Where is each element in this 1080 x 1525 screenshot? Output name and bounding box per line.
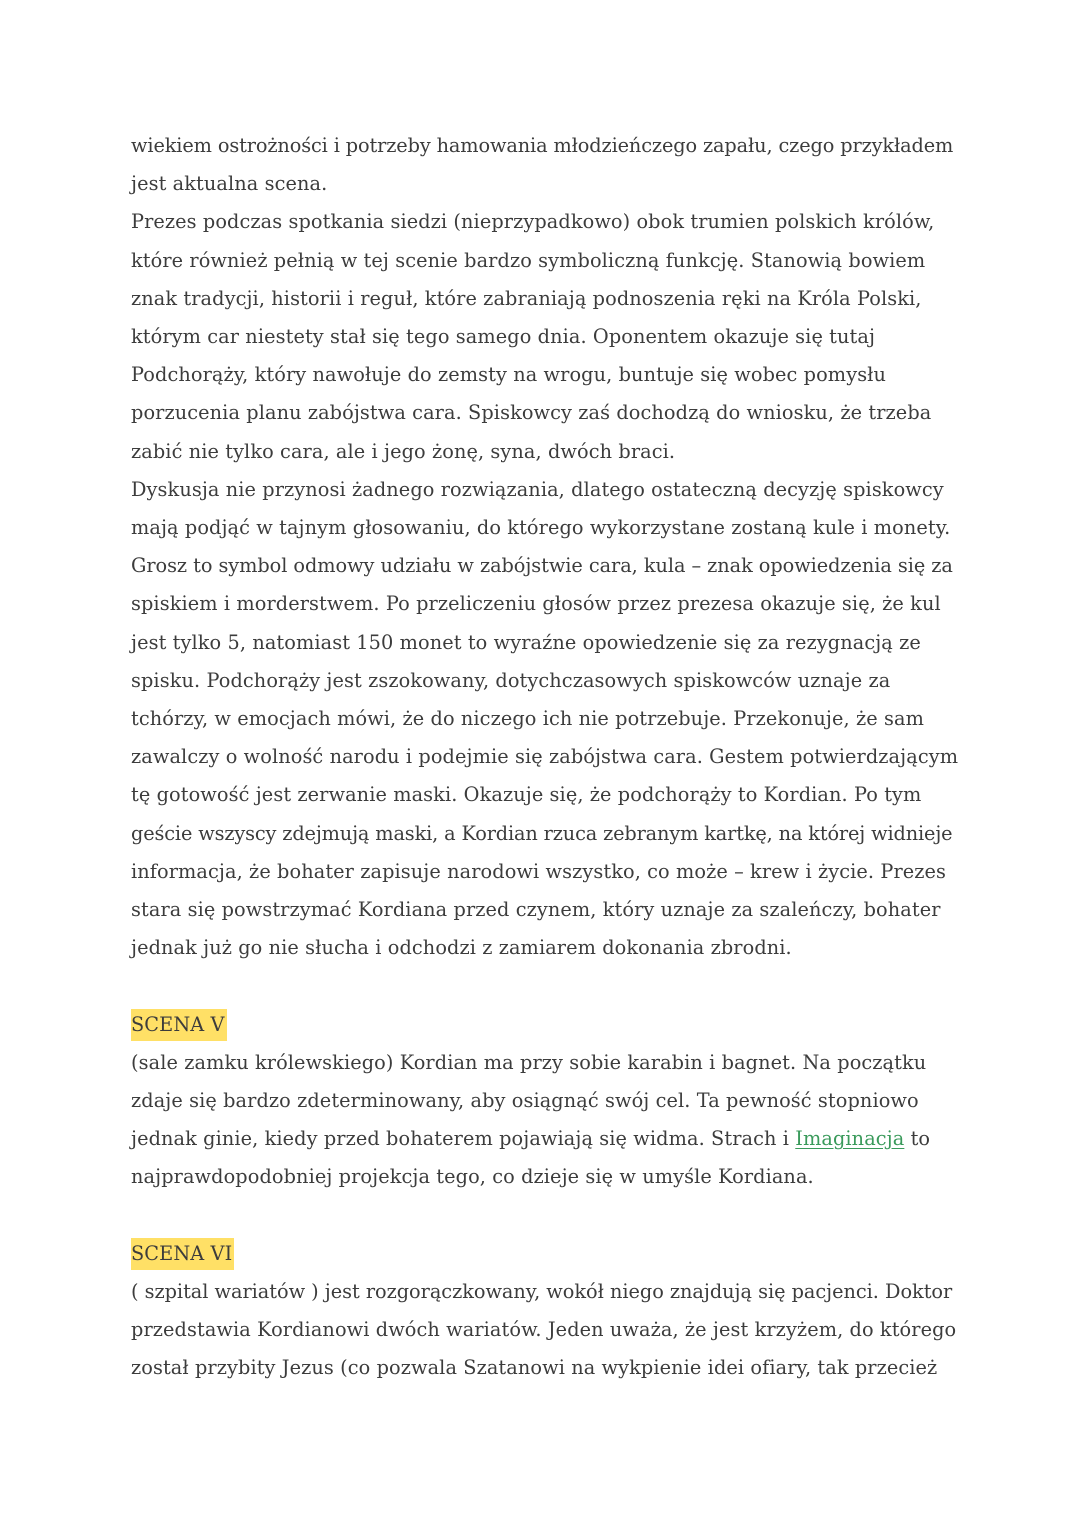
scene-5-heading-line <box>131 1006 961 1044</box>
scene-5-heading: SCENA V <box>131 1009 227 1041</box>
text-line: zabić nie tylko cara, ale i jego żonę, syna, dwóch braci. <box>131 439 676 463</box>
scene-5-section <box>131 1006 961 1197</box>
text-line: które również pełnią w tej scenie bardzo symboliczną funkcję. Stanowią bowiem <box>131 248 926 272</box>
text-line: zawalczy o wolność narodu i podejmie się zabójstwa cara. Gestem potwierdzającym <box>131 745 959 769</box>
text-fragment: jednak ginie, kiedy przed bohaterem pojawiają się widma. Strach i <box>131 1127 796 1151</box>
text-fragment: to <box>904 1127 931 1151</box>
text-line: najprawdopodobniej projekcja tego, co dzieje się w umyśle Kordiana. <box>131 1165 814 1189</box>
text-line: zdaje się bardzo zdeterminowany, aby osiągnąć swój cel. Ta pewność stopniowo <box>131 1089 919 1113</box>
text-line <box>131 1120 961 1158</box>
text-line: Dyskusja nie przynosi żadnego rozwiązania, dlatego ostateczną decyzję spiskowcy <box>131 477 944 501</box>
document-page <box>131 127 961 1388</box>
paragraph-block-1 <box>131 127 961 967</box>
paragraph-gap <box>131 1197 961 1235</box>
scene-6-section <box>131 1235 961 1388</box>
scene-6-heading: SCENA VI <box>131 1238 234 1270</box>
text-line: przedstawia Kordianowi dwóch wariatów. Jeden uważa, że jest krzyżem, do którego <box>131 1318 957 1342</box>
text-line: Prezes podczas spotkania siedzi (nieprzypadkowo) obok trumien polskich królów, <box>131 210 935 234</box>
text-line: jednak już go nie słucha i odchodzi z zamiarem dokonania zbrodni. <box>131 936 792 960</box>
text-line: tchórzy, w emocjach mówi, że do niczego ich nie potrzebuje. Przekonuje, że sam <box>131 707 924 731</box>
text-line: został przybity Jezus (co pozwala Szatanowi na wykpienie idei ofiary, tak przecież <box>131 1356 938 1380</box>
text-line: porzucenia planu zabójstwa cara. Spiskowcy zaś dochodzą do wniosku, że trzeba <box>131 401 932 425</box>
text-line: którym car niestety stał się tego samego dnia. Oponentem okazuje się tutaj <box>131 325 876 349</box>
text-line: (sale zamku królewskiego) Kordian ma przy sobie karabin i bagnet. Na początku <box>131 1050 927 1074</box>
imaginacja-link[interactable]: Imaginacja <box>795 1127 905 1151</box>
text-line: wiekiem ostrożności i potrzeby hamowania młodzieńczego zapału, czego przykładem <box>131 134 954 157</box>
text-line: Grosz to symbol odmowy udziału w zabójstwie cara, kula – znak opowiedzenia się za <box>131 554 953 578</box>
text-line: ( szpital wariatów ) jest rozgorączkowany, wokół niego znajdują się pacjenci. Doktor <box>131 1280 953 1304</box>
text-line: jest aktualna scena. <box>131 172 328 196</box>
text-line: stara się powstrzymać Kordiana przed czynem, który uznaje za szaleńczy, bohater <box>131 898 941 922</box>
text-line: tę gotowość jest zerwanie maski. Okazuje się, że podchorąży to Kordian. Po tym <box>131 783 922 807</box>
text-line: geście wszyscy zdejmują maski, a Kordian rzuca zebranym kartkę, na której widnieje <box>131 821 953 845</box>
paragraph-gap <box>131 967 961 1005</box>
text-line: mają podjąć w tajnym głosowaniu, do którego wykorzystane zostaną kule i monety. <box>131 516 951 540</box>
text-line: Podchorąży, który nawołuje do zemsty na wrogu, buntuje się wobec pomysłu <box>131 363 887 387</box>
text-line: jest tylko 5, natomiast 150 monet to wyraźne opowiedzenie się za rezygnacją ze <box>131 630 921 654</box>
scene-6-heading-line <box>131 1235 961 1273</box>
text-line: spisku. Podchorąży jest zszokowany, dotychczasowych spiskowców uznaje za <box>131 668 891 692</box>
text-line: informacja, że bohater zapisuje narodowi wszystko, co może – krew i życie. Prezes <box>131 859 947 883</box>
text-line: znak tradycji, historii i reguł, które zabraniają podnoszenia ręki na Króla Polski, <box>131 286 922 310</box>
text-line: spiskiem i morderstwem. Po przeliczeniu głosów przez prezesa okazuje się, że kul <box>131 592 941 616</box>
